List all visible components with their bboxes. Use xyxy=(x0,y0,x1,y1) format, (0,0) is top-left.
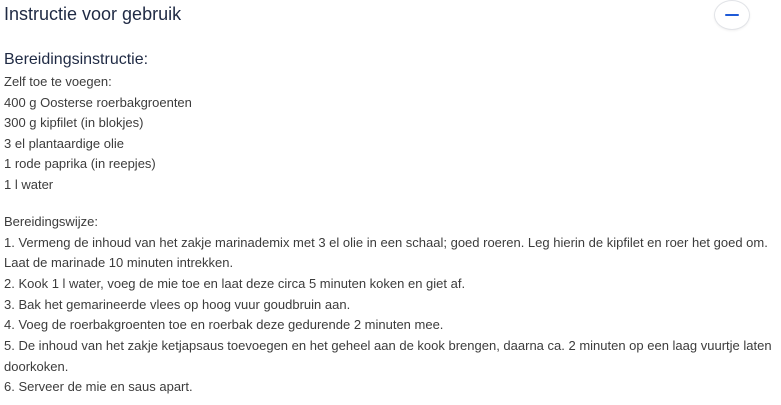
accordion-content xyxy=(4,50,774,398)
step-item: 6. Serveer de mie en saus apart. xyxy=(4,379,193,395)
step-item: 1. Vermeng de inhoud van het zakje marinademix met 3 el olie in een schaal; goed roeren. Leg hierin de kipfilet en roer het goed om. Laat de marinade 10 minuten intrekken. xyxy=(4,234,768,271)
step-item: 2. Kook 1 l water, voeg de mie toe en laat deze circa 5 minuten koken en giet af. xyxy=(4,275,466,291)
minus-icon xyxy=(725,14,739,16)
accordion-title: Instructie voor gebruik xyxy=(4,4,182,24)
ingredient-item: 3 el plantaardige olie xyxy=(4,135,124,151)
accordion-header[interactable] xyxy=(4,0,781,32)
ingredient-item: 300 g kipfilet (in blokjes) xyxy=(4,115,144,130)
preparation-heading: Bereidingsinstructie: xyxy=(4,51,149,68)
method-label: Bereidingswijze: xyxy=(4,214,98,229)
ingredient-item: 400 g Oosterse roerbakgroenten xyxy=(4,94,192,110)
step-item: 5. De inhoud van het zakje ketjapsaus toevoegen en het geheel aan de kook brengen, daarna ca. 2 minuten op een laag vuurtje laten doorkoken. xyxy=(4,338,772,374)
step-item: 4. Voeg de roerbakgroenten toe en roerbak deze gedurende 2 minuten mee. xyxy=(4,317,444,333)
ingredient-list xyxy=(4,93,774,196)
step-list xyxy=(4,233,774,399)
add-yourself-label: Zelf toe te voegen: xyxy=(4,74,112,89)
ingredient-item: 1 l water xyxy=(4,176,54,192)
step-item: 3. Bak het gemarineerde vlees op hoog vuur goudbruin aan. xyxy=(4,296,351,312)
ingredient-item: 1 rode paprika (in reepjes) xyxy=(4,156,156,171)
collapse-button[interactable] xyxy=(714,0,750,30)
